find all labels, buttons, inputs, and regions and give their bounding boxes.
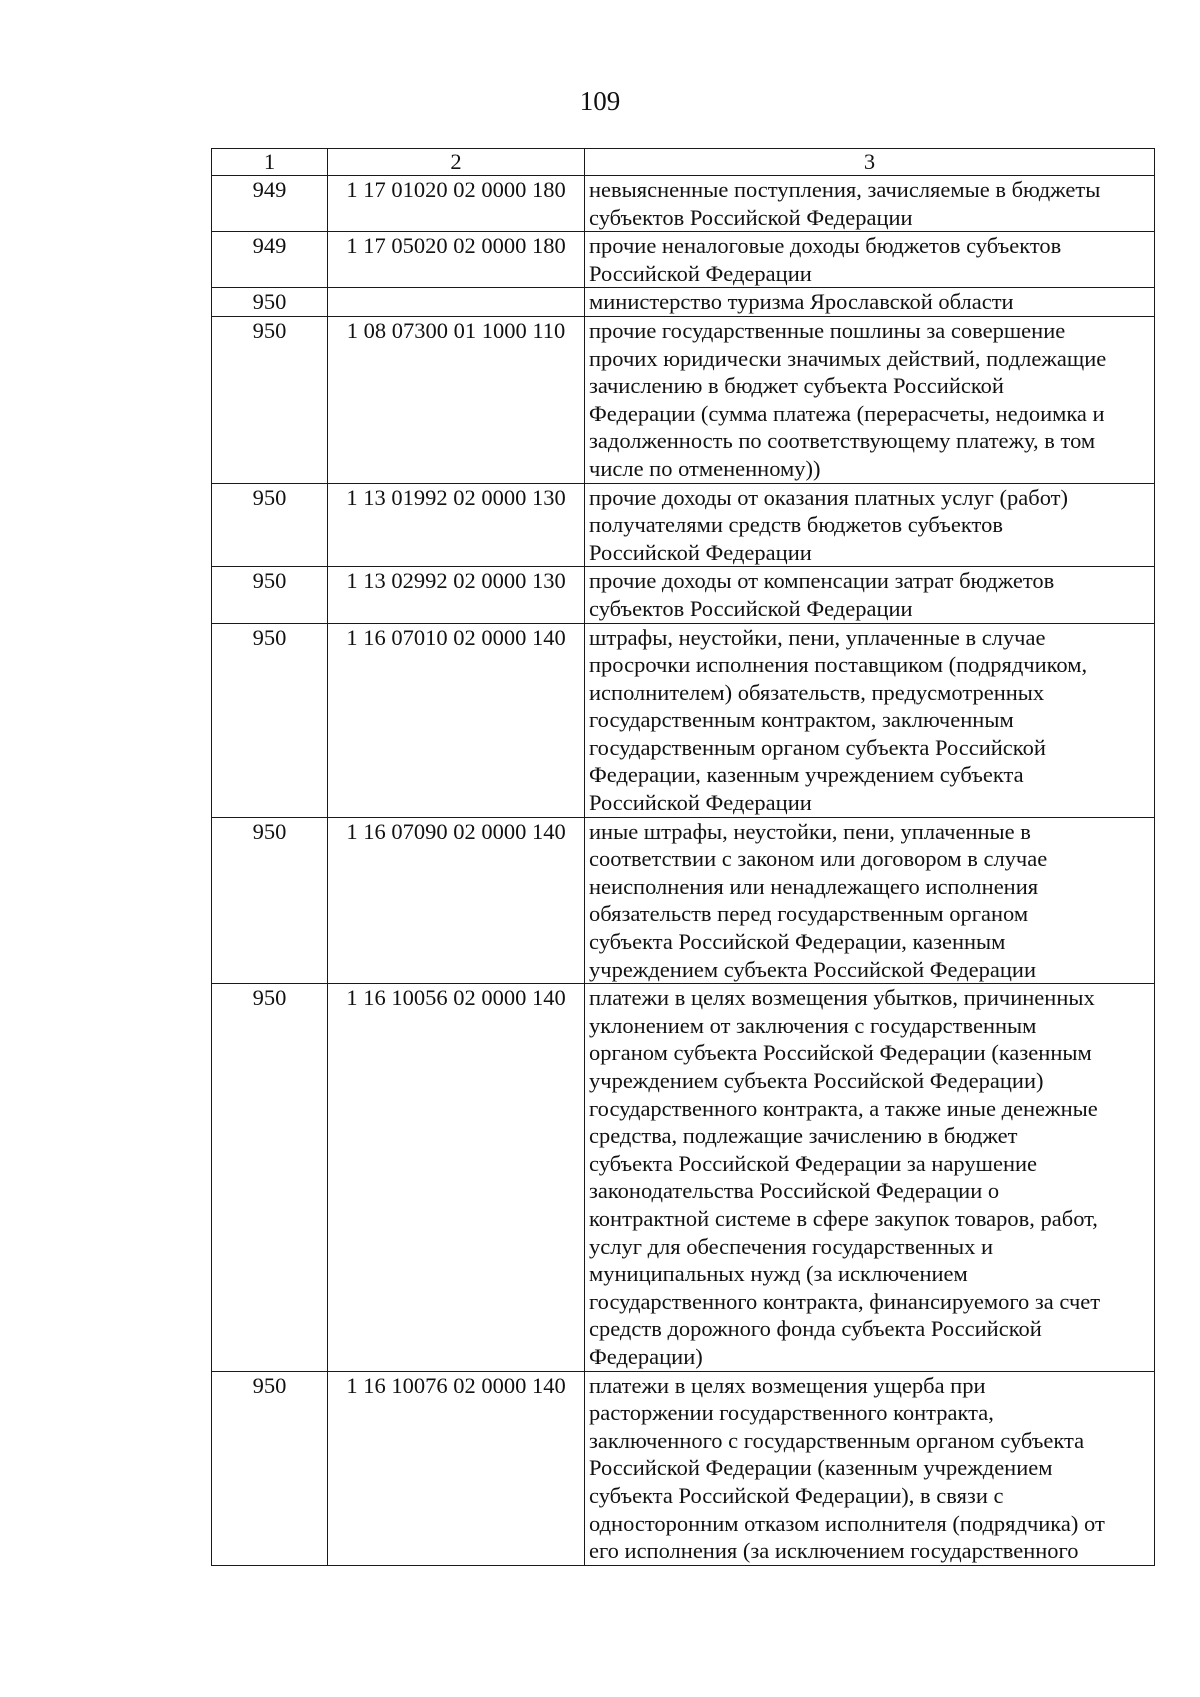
description-line: получателями средств бюджетов субъектов	[589, 512, 1003, 538]
description-line: контрактной системе в сфере закупок товаров, работ,	[589, 1205, 1098, 1231]
description-line: субъекта Российской Федерации, казенным	[589, 929, 1006, 955]
description-line: расторжении государственного контракта,	[589, 1400, 994, 1426]
table-row	[212, 232, 1155, 288]
description-cell	[585, 623, 1155, 817]
table-row	[212, 316, 1155, 483]
table-row	[212, 623, 1155, 817]
description-line: задолженность по соответствующему платежу, в том	[589, 428, 1096, 454]
admin-code-cell: 950	[212, 316, 328, 483]
admin-code-cell: 950	[212, 984, 328, 1371]
description-line: субъектов Российской Федерации	[589, 204, 913, 230]
description-line: уклонением от заключения с государственным	[589, 1012, 1037, 1038]
revenue-code-cell: 1 17 01020 02 0000 180	[328, 176, 585, 232]
description-line: соответствии с законом или договором в случае	[589, 846, 1048, 872]
admin-code-cell: 950	[212, 288, 328, 317]
admin-code-cell: 950	[212, 817, 328, 984]
description-line: заключенного с государственным органом субъекта	[589, 1427, 1085, 1453]
description-line: числе по отмененному))	[589, 455, 821, 481]
description-line: государственным органом субъекта Российской	[589, 734, 1046, 760]
header-col-2: 2	[328, 149, 585, 176]
description-line: прочих юридически значимых действий, подлежащие	[589, 345, 1107, 371]
description-line: зачислению в бюджет субъекта Российской	[589, 373, 1004, 399]
description-line: односторонним отказом исполнителя (подрядчика) от	[589, 1510, 1105, 1536]
revenue-code-cell: 1 13 01992 02 0000 130	[328, 483, 585, 567]
header-col-1: 1	[212, 149, 328, 176]
table-row	[212, 176, 1155, 232]
description-line: Российской Федерации	[589, 539, 812, 565]
table-header	[212, 149, 1155, 176]
description-line: Федерации)	[589, 1343, 703, 1369]
table-row	[212, 288, 1155, 317]
description-line: его исполнения (за исключением государственного	[589, 1538, 1079, 1564]
description-line: обязательств перед государственным органом	[589, 901, 1029, 927]
admin-code-cell: 950	[212, 483, 328, 567]
header-row	[212, 149, 1155, 176]
revenue-code-cell: 1 16 07010 02 0000 140	[328, 623, 585, 817]
table-row	[212, 984, 1155, 1371]
description-cell	[585, 567, 1155, 623]
description-line: Федерации, казенным учреждением субъекта	[589, 762, 1024, 788]
description-line: прочие доходы от компенсации затрат бюджетов	[589, 568, 1055, 594]
description-line: услуг для обеспечения государственных и	[589, 1233, 994, 1259]
description-cell	[585, 288, 1155, 317]
revenue-code-cell	[328, 288, 585, 317]
revenue-code-cell: 1 16 10076 02 0000 140	[328, 1371, 585, 1565]
admin-code-cell: 949	[212, 232, 328, 288]
description-line: Российской Федерации	[589, 260, 812, 286]
description-line: субъекта Российской Федерации), в связи с	[589, 1482, 1004, 1508]
description-line: Российской Федерации (казенным учреждением	[589, 1455, 1053, 1481]
description-line: штрафы, неустойки, пени, уплаченные в случае	[589, 624, 1046, 650]
description-cell	[585, 483, 1155, 567]
description-line: муниципальных нужд (за исключением	[589, 1261, 968, 1287]
admin-code-cell: 950	[212, 623, 328, 817]
description-line: средств дорожного фонда субъекта Российской	[589, 1316, 1042, 1342]
admin-code-cell: 950	[212, 1371, 328, 1565]
description-line: просрочки исполнения поставщиком (подрядчиком,	[589, 652, 1088, 678]
description-cell	[585, 176, 1155, 232]
revenue-code-cell: 1 17 05020 02 0000 180	[328, 232, 585, 288]
admin-code-cell: 950	[212, 567, 328, 623]
description-line: государственного контракта, финансируемого за счет	[589, 1288, 1101, 1314]
revenue-code-cell: 1 13 02992 02 0000 130	[328, 567, 585, 623]
table-row	[212, 817, 1155, 984]
description-cell	[585, 817, 1155, 984]
table-body	[212, 176, 1155, 1566]
description-line: субъектов Российской Федерации	[589, 595, 913, 621]
table-row	[212, 1371, 1155, 1565]
header-col-3: 3	[585, 149, 1155, 176]
page-number: 109	[579, 86, 621, 116]
description-line: прочие доходы от оказания платных услуг (работ)	[589, 484, 1068, 510]
description-line: платежи в целях возмещения ущерба при	[589, 1372, 986, 1398]
description-line: государственного контракта, а также иные денежные	[589, 1095, 1098, 1121]
description-line: министерство туризма Ярославской области	[589, 289, 1014, 315]
table-row	[212, 483, 1155, 567]
description-line: прочие неналоговые доходы бюджетов субъектов	[589, 233, 1062, 259]
description-line: платежи в целях возмещения убытков, причиненных	[589, 985, 1095, 1011]
revenue-code-cell: 1 16 07090 02 0000 140	[328, 817, 585, 984]
description-cell	[585, 316, 1155, 483]
description-cell	[585, 232, 1155, 288]
description-line: невыясненные поступления, зачисляемые в бюджеты	[589, 177, 1101, 202]
description-line: прочие государственные пошлины за совершение	[589, 317, 1066, 343]
description-cell	[585, 984, 1155, 1371]
admin-code-cell: 949	[212, 176, 328, 232]
description-line: Федерации (сумма платежа (перерасчеты, недоимка и	[589, 400, 1105, 426]
description-line: учреждением субъекта Российской Федерации	[589, 956, 1036, 982]
description-line: учреждением субъекта Российской Федерации)	[589, 1068, 1044, 1093]
description-line: субъекта Российской Федерации за нарушение	[589, 1150, 1038, 1176]
table-row	[212, 567, 1155, 623]
description-line: средства, подлежащие зачислению в бюджет	[589, 1123, 1018, 1149]
revenue-code-cell: 1 16 10056 02 0000 140	[328, 984, 585, 1371]
description-line: законодательства Российской Федерации о	[589, 1178, 1000, 1204]
revenue-code-cell: 1 08 07300 01 1000 110	[328, 316, 585, 483]
description-cell	[585, 1371, 1155, 1565]
description-line: неисполнения или ненадлежащего исполнения	[589, 873, 1039, 899]
description-line: Российской Федерации	[589, 790, 812, 816]
description-line: органом субъекта Российской Федерации (казенным	[589, 1040, 1092, 1066]
description-line: государственным контрактом, заключенным	[589, 707, 1014, 733]
budget-classification-table	[211, 148, 1155, 1566]
description-line: иные штрафы, неустойки, пени, уплаченные в	[589, 818, 1031, 844]
description-line: исполнителем) обязательств, предусмотренных	[589, 679, 1045, 705]
